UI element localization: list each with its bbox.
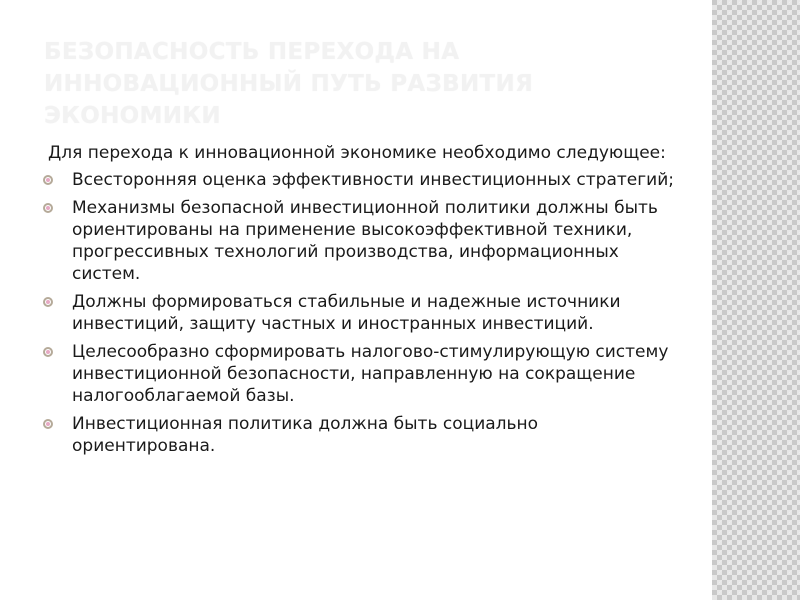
slide-title: БЕЗОПАСНОСТЬ ПЕРЕХОДА НА ИННОВАЦИОННЫЙ ПУТЬ РАЗВИТИЯ ЭКОНОМИКИ <box>44 39 534 129</box>
list-item-text: Инвестиционная политика должна быть социально ориентирована. <box>72 414 539 456</box>
intro-paragraph: Для перехода к инновационной экономике необходимо следующее: <box>48 143 666 163</box>
circle-bullet-icon <box>43 175 53 185</box>
list-item <box>40 413 682 457</box>
bullet-list <box>40 169 680 457</box>
list-item <box>40 197 682 285</box>
decorative-side-panel <box>712 0 800 600</box>
circle-bullet-icon <box>43 297 53 307</box>
list-item-text: Механизмы безопасной инвестиционной политики должны быть ориентированы на применение высокоэффективной техники, прогрессивных технологий производства, информационных систем. <box>72 198 658 284</box>
circle-bullet-icon <box>43 419 53 429</box>
list-item-text: Целесообразно сформировать налогово-стимулирующую систему инвестиционной безопасности, направленную на сокращение налогооблагаемой базы. <box>72 342 669 406</box>
slide-content <box>40 142 680 463</box>
list-item <box>40 291 682 335</box>
list-item-text: Всесторонняя оценка эффективности инвестиционных стратегий; <box>72 170 674 190</box>
circle-bullet-icon <box>43 347 53 357</box>
list-item <box>40 341 682 407</box>
circle-bullet-icon <box>43 203 53 213</box>
list-item-text: Должны формироваться стабильные и надежные источники инвестиций, защиту частных и иностранных инвестиций. <box>72 292 621 334</box>
list-item <box>40 169 682 191</box>
